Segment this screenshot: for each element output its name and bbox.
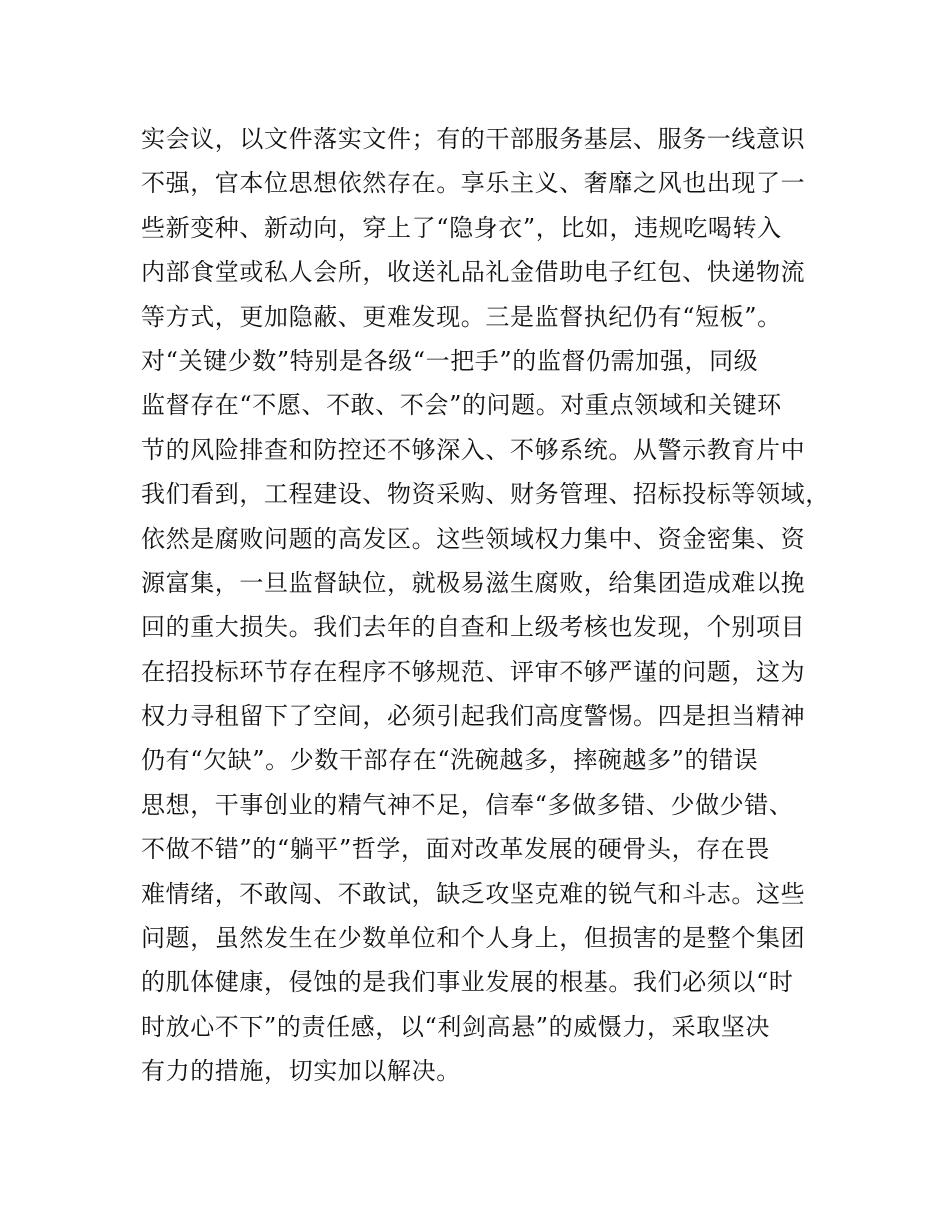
text-line: 不强，官本位思想依然存在。享乐主义、奢靡之风也出现了一 [141, 169, 806, 198]
text-line: 实会议，以文件落实文件；有的干部服务基层、服务一线意识 [141, 125, 806, 153]
text-line: 内部食堂或私人会所，收送礼品礼金借助电子红包、快递物流 [141, 258, 806, 287]
text-line: 节的风险排查和防控还不够深入、不够系统。从警示教育片中 [141, 435, 806, 464]
text-line: 思想，干事创业的精气神不足，信奉“多做多错、少做少错、 [141, 790, 794, 819]
text-line: 不做不错”的“躺平”哲学，面对改革发展的硬骨头，存在畏 [141, 835, 771, 864]
text-line: 的肌体健康，侵蚀的是我们事业发展的根基。我们必须以“时 [141, 968, 794, 997]
text-line: 权力寻租留下了空间，必须引起我们高度警惕。四是担当精神 [141, 702, 806, 731]
text-line: 在招投标环节存在程序不够规范、评审不够严谨的问题，这为 [141, 657, 806, 686]
text-line: 依然是腐败问题的高发区。这些领域权力集中、资金密集、资 [141, 524, 806, 553]
text-line: 对“关键少数”特别是各级“一把手”的监督仍需加强，同级 [141, 346, 759, 375]
text-line: 回的重大损失。我们去年的自查和上级考核也发现，个别项目 [141, 613, 806, 642]
text-line: 问题，虽然发生在少数单位和个人身上，但损害的是整个集团 [141, 924, 806, 953]
text-line: 有力的措施，切实加以解决。 [141, 1057, 461, 1086]
text-line: 难情绪，不敢闯、不敢试，缺乏攻坚克难的锐气和斗志。这些 [141, 879, 806, 908]
text-line: 我们看到，工程建设、物资采购、财务管理、招标投标等领域， [141, 480, 830, 509]
text-line: 监督存在“不愿、不敢、不会”的问题。对重点领域和关键环 [141, 391, 782, 420]
text-line: 时放心不下”的责任感，以“利剑高悬”的威慑力，采取坚决 [141, 1012, 771, 1041]
text-line: 源富集，一旦监督缺位，就极易滋生腐败，给集团造成难以挽 [141, 568, 806, 597]
text-line: 仍有“欠缺”。少数干部存在“洗碗越多，摔碗越多”的错误 [141, 746, 759, 775]
text-line: 等方式，更加隐蔽、更难发现。三是监督执纪仍有“短板”。 [141, 302, 782, 331]
text-line: 些新变种、新动向，穿上了“隐身衣”，比如，违规吃喝转入 [141, 213, 782, 242]
body-paragraph [141, 117, 831, 1094]
